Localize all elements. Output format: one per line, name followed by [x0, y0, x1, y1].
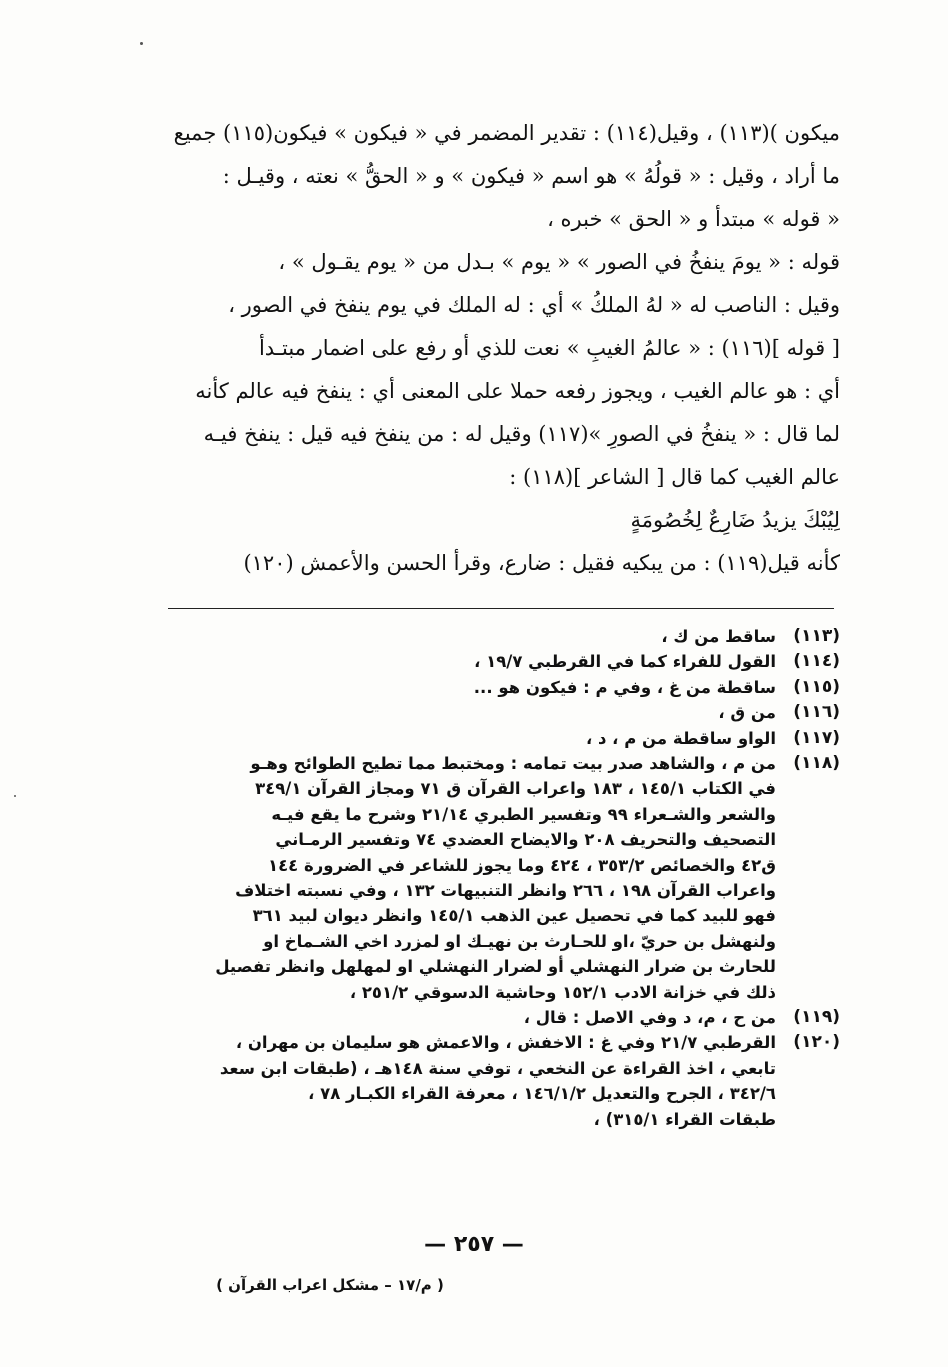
footnote-line: فهو للبيد كما في تحصيل عين الذهب ١٤٥/١ وانظر ديوان لبيد ٣٦١ [252, 906, 776, 926]
text-line: [ قوله ](١١٦) : « عالمُ الغيبِ » نعت للذي أو رفع على اضمار مبتـدأ [258, 336, 840, 360]
footnote [120, 649, 840, 674]
footnote-line: والشعر والشـعراء ٩٩ وتفسير الطبري ٢١/١٤ وشرح ما يقع فيـه [271, 804, 776, 824]
main-text [140, 112, 840, 585]
footnote [120, 1030, 840, 1132]
footnote-number: (١١٩) [793, 1006, 840, 1027]
footnote-line: القرطبي ٢١/٧ وفي غ : الاخفش ، والاعمش هو سليمان بن مهران ، [235, 1033, 776, 1053]
printer-signature: ( م/١٧ – مشكل اعراب القرآن ) [216, 1276, 444, 1294]
text-line: ما أراد ، وقيل : « قولُهُ » هو اسم « فيكون » و « الحقُّ » نعته ، وقيـل : [222, 164, 840, 188]
footnote-line: القول للفراء كما في القرطبي ١٩/٧ ، [474, 652, 776, 672]
footnotes [120, 624, 840, 1132]
footnote-line: التصحيف والتحريف ٢٠٨ والايضاح العضدي ٧٤ وتفسير الرمـاني [275, 830, 776, 850]
footnote-line: طبقات القراء ٣١٥/١) ، [593, 1109, 776, 1129]
page-number: — ٢٥٧ — [424, 1232, 524, 1257]
footnote-number: (١٢٠) [793, 1032, 840, 1053]
footnote [120, 726, 840, 751]
footnote [120, 751, 840, 1005]
footnote-line: من ح ، م، د وفي الاصل : قال ، [523, 1007, 776, 1027]
footnote-line: في الكتاب ١٤٥/١ ، ١٨٣ واعراب القرآن ق ٧١ ومجاز القرآن ٣٤٩/١ [255, 779, 776, 799]
footnote-number: (١١٤) [793, 651, 840, 672]
footnote-separator [168, 608, 834, 609]
text-line: « قوله » مبتدأ و « الحق » خبره ، [547, 207, 840, 231]
footnote [120, 700, 840, 725]
text-line: كأنه قيل(١١٩) : من يبكيه فقيل : ضارع، وقرأ الحسن والأعمش (١٢٠) [243, 551, 840, 575]
footnote-line: للحارث بن ضرار النهشلي أو لضرار النهشلي او لمهلهل وانظر تفصيل [215, 957, 776, 977]
text-line: عالم الغيب كما قال [ الشاعر ](١١٨) : [509, 465, 840, 489]
footnote-line: ساقط من ك ، [661, 627, 776, 646]
footnote-line: واعراب القرآن ١٩٨ ، ٢٦٦ وانظر التنبيهات ١٣٢ ، وفي نسبته اختلاف [235, 880, 776, 900]
footnote-number: (١١٥) [793, 676, 840, 697]
poetry-verse: لِيُبْكَ يزيدُ ضَارِعٌ لِخُصُومَةٍ [630, 508, 840, 532]
text-line: وقيل : الناصب له « لهُ الملكُ » أي : له الملك في يوم ينفخ في الصور ، [228, 293, 840, 317]
scan-speck [140, 42, 143, 45]
footnote-line: ٣٤٢/٦ ، الجرح والتعديل ١٤٦/١/٢ ، معرفة القراء الكبـار ٧٨ ، [308, 1084, 776, 1104]
footnote-number: (١١٣) [793, 626, 840, 646]
footnote-line: ذلك في خزانة الادب ١٥٢/١ وحاشية الدسوقي ٢٥١/٢ ، [349, 982, 776, 1002]
footnote-line: ولنهشل بن حريّ ،او للحـارث بن نهيـك او لمزرد اخي الشـماخ او [263, 931, 776, 951]
footnote-line: من ق ، [718, 703, 776, 723]
text-line: قوله : « يومَ ينفخُ في الصور » « يوم » بـدل من « يوم يقـول » ، [278, 250, 840, 274]
footnote-line: من م ، والشاهد صدر بيت تمامه : ومختبط مما تطيح الطوائح وهـو [250, 754, 776, 774]
footnote [120, 624, 840, 649]
text-line: أي : هو عالم الغيب ، ويجوز رفعه حملا على المعنى أي : ينفخ فيه عالم كأنه [195, 379, 840, 403]
footnote-line: الواو ساقطة من م ، د ، [585, 728, 776, 748]
footnote-number: (١١٧) [793, 727, 840, 748]
footnote-line: ساقطة من غ ، وفي م : فيكون هو ... [473, 677, 776, 697]
text-line: ميكون )(١١٣) ، وقيل(١١٤) : تقدير المضمر في « فيكون » فيكون(١١٥) جميع [173, 121, 840, 145]
footnote [120, 675, 840, 700]
footnote-number: (١١٦) [793, 702, 840, 723]
scan-speck [14, 795, 16, 797]
footnote-number: (١١٨) [793, 753, 840, 774]
footnote-line: ق٤٢ والخصائص ٣٥٣/٢ ، ٤٢٤ وما يجوز للشاعر في الضرورة ١٤٤ [268, 855, 776, 875]
footnote [120, 1005, 840, 1030]
footnote-line: تابعي ، اخذ القراءة عن النخعي ، توفي سنة ١٤٨هـ ، (طبقات ابن سعد [219, 1058, 776, 1078]
text-line: لما قال : « ينفخُ في الصورِ »(١١٧) وقيل له : من ينفخ فيه قيل : ينفخ فيـه [203, 422, 840, 446]
